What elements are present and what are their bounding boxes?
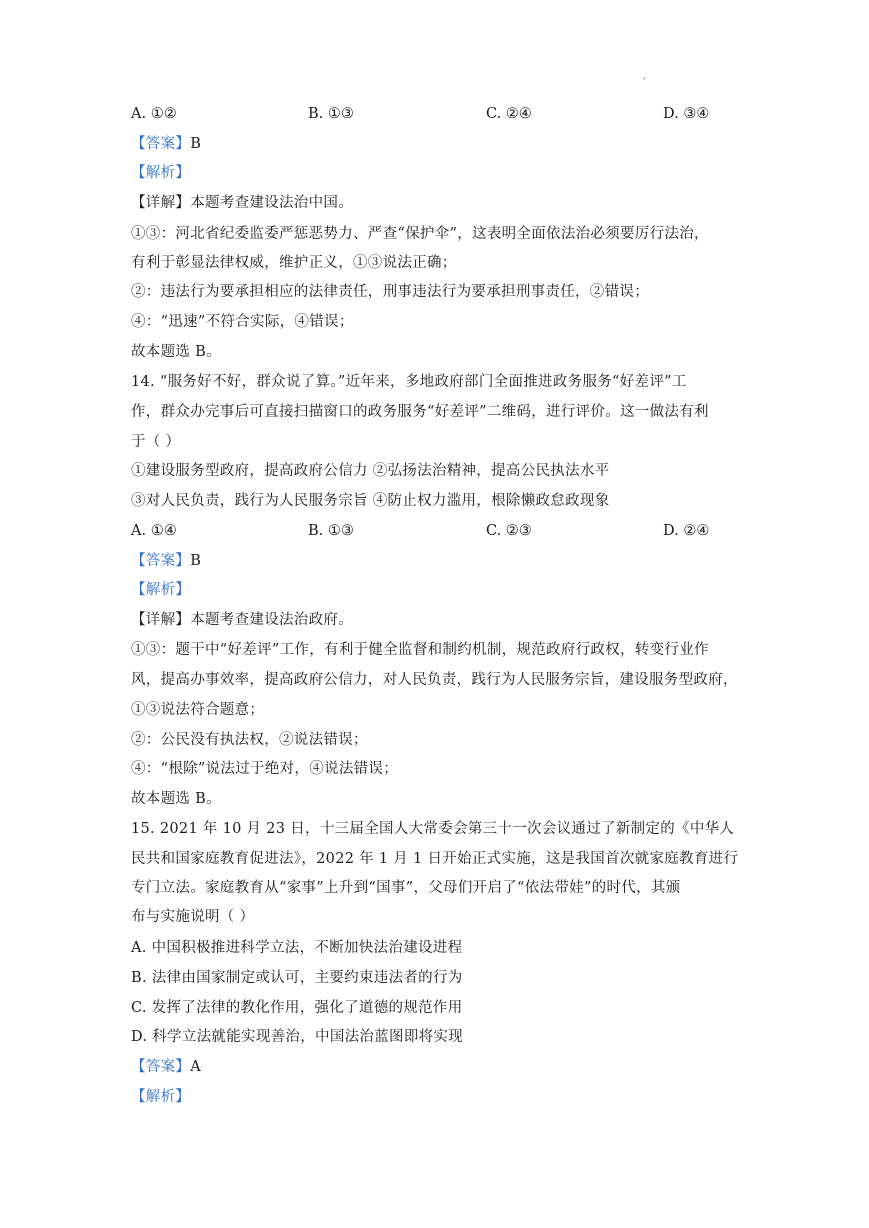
q14-option-a: A. ①④ xyxy=(131,523,177,539)
q14-stem-line: 14. “服务好不好，群众说了算。”近年来，多地政府部门全面推进政务服务“好差评”工 xyxy=(131,374,687,390)
q13-conclusion: 故本题选 B。 xyxy=(131,344,221,360)
q13-detail-line: 有利于彰显法律权威，维护正义，①③说法正确； xyxy=(131,255,457,271)
q13-option-c: C. ②④ xyxy=(486,106,532,122)
q13-option-b: B. ①③ xyxy=(308,106,354,122)
q13-detail-line: ②：违法行为要承担相应的法律责任，刑事违法行为要承担刑事责任，②错误； xyxy=(131,284,649,300)
page-mark: . xyxy=(643,72,646,82)
q15-stem-line: 布与实施说明（ ） xyxy=(131,909,255,925)
q15-stem-line: 专门立法。家庭教育从“家事”上升到“国事”，父母们开启了“依法带娃”的时代，其颁 xyxy=(131,880,681,896)
q14-statement-line: ③对人民负责，践行为人民服务宗旨 ④防止权力滥用，根除懒政怠政现象 xyxy=(131,493,610,509)
q14-option-d: D. ②④ xyxy=(663,523,710,539)
q15-option-d: D. 科学立法就能实现善治，中国法治蓝图即将实现 xyxy=(131,1029,464,1045)
q15-stem-line: 民共和国家庭教育促进法》，2022 年 1 月 1 日开始正式实施，这是我国首次就家庭教育进行 xyxy=(131,851,739,867)
q14-detail-line: 风，提高办事效率，提高政府公信力，对人民负责，践行为人民服务宗旨，建设服务型政府， xyxy=(131,672,738,688)
detail-tag: 【详解】 xyxy=(131,612,191,628)
q13-option-a: A. ①② xyxy=(131,106,177,122)
answer-tag: 【答案】 xyxy=(131,136,191,152)
q13-analysis-tag: 【解析】 xyxy=(131,165,191,181)
answer-value: A xyxy=(190,1059,201,1075)
q14-detail-line: ②：公民没有执法权，②说法错误； xyxy=(131,732,368,748)
answer-value: B xyxy=(190,553,202,569)
q15-option-c: C. 发挥了法律的教化作用，强化了道德的规范作用 xyxy=(131,1000,463,1016)
q13-options xyxy=(131,104,731,124)
q14-stem-line: 于（ ） xyxy=(131,434,181,450)
answer-tag: 【答案】 xyxy=(131,553,191,569)
q14-detail-line: ④：“根除”说法过于绝对，④说法错误； xyxy=(131,761,399,777)
q14-detail-line: ①③说法符合题意； xyxy=(131,702,265,718)
q15-option-b: B. 法律由国家制定或认可，主要约束违法者的行为 xyxy=(131,970,463,986)
q14-statement-line: ①建设服务型政府，提高政府公信力 ②弘扬法治精神，提高公民执法水平 xyxy=(131,463,610,479)
q14-answer xyxy=(131,551,201,571)
q15-stem-line: 15. 2021 年 10 月 23 日，十三届全国人大常委会第三十一次会议通过了新制定的《中华人 xyxy=(131,821,735,837)
answer-value: B xyxy=(190,136,202,152)
q13-detail-line: ①③：河北省纪委监委严惩恶势力、严查“保护伞”，这表明全面依法治必须要厉行法治， xyxy=(131,226,709,242)
q13-detail-line: ④：“迅速”不符合实际，④错误； xyxy=(131,314,354,330)
q14-stem-line: 作，群众办完事后可直接扫描窗口的政务服务“好差评”二维码，进行评价。这一做法有利 xyxy=(131,404,709,420)
q14-option-c: C. ②③ xyxy=(486,523,532,539)
q14-options xyxy=(131,521,731,541)
answer-tag: 【答案】 xyxy=(131,1059,191,1075)
q14-detail-line xyxy=(131,610,353,630)
detail-text: 本题考查建设法治中国。 xyxy=(190,195,354,211)
q14-detail-line: ①③：题干中“好差评”工作，有利于健全监督和制约机制，规范政府行政权，转变行业作 xyxy=(131,642,709,658)
q14-conclusion: 故本题选 B。 xyxy=(131,791,221,807)
q13-option-d: D. ③④ xyxy=(663,106,710,122)
q14-analysis-tag: 【解析】 xyxy=(131,582,191,598)
q13-detail-line xyxy=(131,193,353,213)
q13-answer xyxy=(131,134,201,154)
q14-option-b: B. ①③ xyxy=(308,523,354,539)
q15-analysis-tag: 【解析】 xyxy=(131,1089,191,1105)
detail-tag: 【详解】 xyxy=(131,195,191,211)
q15-option-a: A. 中国积极推进科学立法，不断加快法治建设进程 xyxy=(131,940,463,956)
detail-text: 本题考查建设法治政府。 xyxy=(190,612,354,628)
q15-answer xyxy=(131,1057,201,1077)
